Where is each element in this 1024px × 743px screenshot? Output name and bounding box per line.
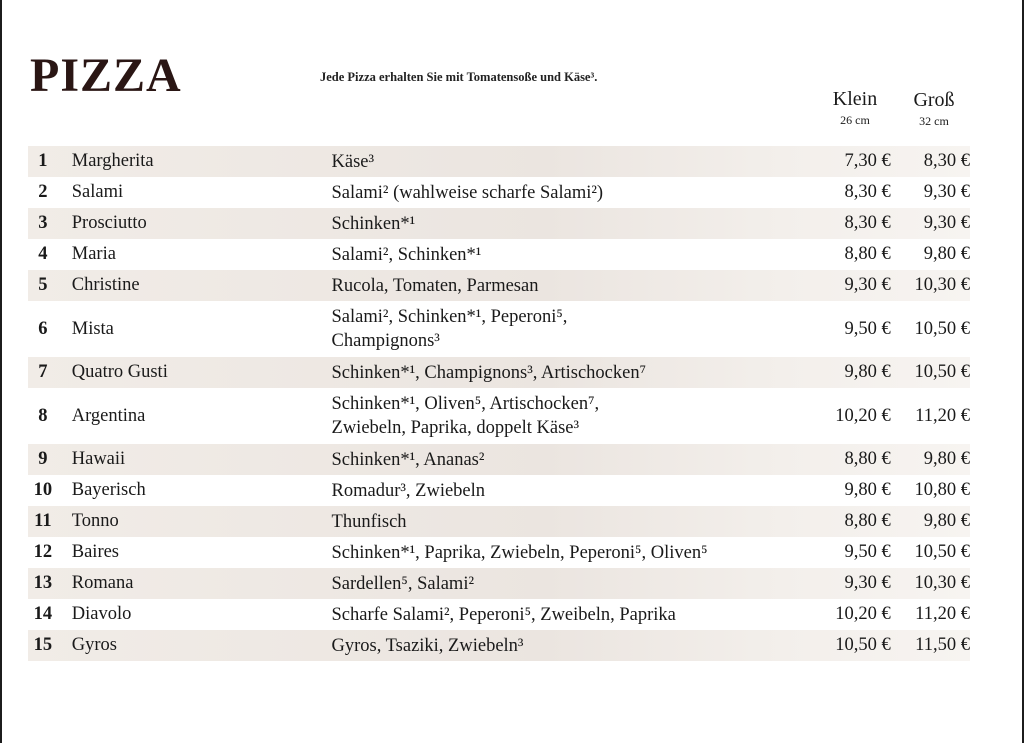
menu-item-description: Schinken*¹, Champignons³, Artischocken⁷ bbox=[331, 362, 647, 383]
column-header-large bbox=[904, 89, 964, 129]
menu-item-price-large: 8,30 € bbox=[923, 151, 970, 171]
menu-item-description: Salami², Schinken*¹, Peperoni⁵, Champignons³ bbox=[331, 307, 568, 351]
menu-item-description: Schinken*¹ bbox=[331, 213, 416, 234]
menu-item-number: 7 bbox=[38, 362, 48, 382]
menu-item-name: Argentina bbox=[71, 405, 146, 426]
menu-item-price-large: 9,80 € bbox=[923, 511, 970, 531]
menu-item-price-small: 10,20 € bbox=[835, 604, 891, 624]
menu-item-price-large: 11,20 € bbox=[915, 604, 970, 624]
menu-item-description: Schinken*¹, Ananas² bbox=[331, 449, 485, 470]
menu-item-name: Quatro Gusti bbox=[71, 362, 168, 382]
menu-row bbox=[28, 388, 970, 444]
menu-item-description: Romadur³, Zwiebeln bbox=[331, 480, 486, 501]
menu-item-number: 10 bbox=[33, 480, 53, 500]
menu-item-price-large: 9,30 € bbox=[923, 182, 970, 202]
page-title: PIZZA bbox=[30, 49, 182, 102]
menu-item-name: Salami bbox=[71, 182, 124, 202]
menu-item-description: Käse³ bbox=[331, 151, 375, 172]
menu-item-price-small: 9,50 € bbox=[844, 542, 891, 562]
column-header-small bbox=[826, 88, 884, 128]
menu-item-number: 2 bbox=[38, 182, 48, 202]
menu-item-price-large: 10,50 € bbox=[914, 362, 970, 382]
menu-item-name: Baires bbox=[71, 542, 120, 562]
menu-item-number: 5 bbox=[38, 275, 48, 295]
menu-item-description: Gyros, Tsaziki, Zwiebeln³ bbox=[331, 635, 524, 656]
menu-item-description: Schinken*¹, Paprika, Zwiebeln, Peperoni⁵, Oliven⁵ bbox=[331, 542, 708, 563]
menu-row bbox=[28, 568, 970, 599]
menu-item-price-small: 7,30 € bbox=[844, 151, 891, 171]
menu-row bbox=[28, 208, 970, 239]
menu-item-name: Prosciutto bbox=[71, 213, 147, 233]
menu-item-name: Bayerisch bbox=[71, 480, 146, 500]
menu-item-price-small: 10,20 € bbox=[835, 405, 891, 426]
column-small-label: Klein bbox=[832, 88, 878, 110]
menu-item-price-small: 9,80 € bbox=[844, 362, 891, 382]
menu-item-name: Tonno bbox=[71, 511, 119, 531]
menu-item-price-small: 9,50 € bbox=[844, 318, 891, 339]
menu-row bbox=[28, 177, 970, 208]
menu-row bbox=[28, 444, 970, 475]
menu-item-price-small: 9,30 € bbox=[844, 275, 891, 295]
menu-item-description: Sardellen⁵, Salami² bbox=[331, 573, 475, 594]
menu-item-name: Christine bbox=[71, 275, 140, 295]
menu-item-price-large: 10,30 € bbox=[914, 573, 970, 593]
menu-row bbox=[28, 537, 970, 568]
menu-item-description: Salami², Schinken*¹ bbox=[331, 244, 482, 265]
menu-item-number: 6 bbox=[38, 318, 48, 339]
menu-row bbox=[28, 270, 970, 301]
menu-item-description: Scharfe Salami², Peperoni⁵, Zweibeln, Paprika bbox=[331, 604, 676, 625]
menu-item-number: 9 bbox=[38, 449, 48, 469]
menu-item-name: Romana bbox=[71, 573, 134, 593]
menu-item-name: Hawaii bbox=[71, 449, 126, 469]
menu-item-price-small: 8,80 € bbox=[844, 244, 891, 264]
menu-item-price-large: 9,80 € bbox=[923, 244, 970, 264]
menu-item-price-large: 9,30 € bbox=[923, 213, 970, 233]
menu-item-name: Gyros bbox=[71, 635, 117, 655]
menu-row bbox=[28, 506, 970, 537]
menu-item-description: Rucola, Tomaten, Parmesan bbox=[331, 275, 539, 296]
menu-item-price-small: 9,80 € bbox=[844, 480, 891, 500]
menu-item-number: 14 bbox=[33, 604, 53, 624]
menu-item-name: Maria bbox=[71, 244, 116, 264]
menu-item-price-small: 8,80 € bbox=[844, 449, 891, 469]
menu-item-description: Salami² (wahlweise scharfe Salami²) bbox=[331, 182, 604, 203]
menu-row bbox=[28, 357, 970, 388]
menu-item-price-large: 10,50 € bbox=[914, 542, 970, 562]
menu-item-number: 12 bbox=[33, 542, 53, 562]
menu-item-number: 1 bbox=[38, 151, 48, 171]
menu-item-price-large: 11,50 € bbox=[915, 635, 970, 655]
menu-item-price-large: 11,20 € bbox=[915, 405, 970, 426]
menu-item-name: Mista bbox=[71, 318, 114, 339]
menu-item-description: Thunfisch bbox=[331, 511, 407, 532]
menu-row bbox=[28, 599, 970, 630]
menu-row bbox=[28, 239, 970, 270]
menu-item-name: Margherita bbox=[71, 151, 154, 171]
column-small-size: 26 cm bbox=[840, 113, 870, 127]
menu-row bbox=[28, 475, 970, 506]
menu-item-price-large: 9,80 € bbox=[923, 449, 970, 469]
menu-item-name: Diavolo bbox=[71, 604, 132, 624]
menu-subtitle: Jede Pizza erhalten Sie mit Tomatensoße und Käse³. bbox=[320, 70, 598, 84]
menu-item-price-small: 8,30 € bbox=[844, 182, 891, 202]
menu-item-price-large: 10,30 € bbox=[914, 275, 970, 295]
menu-item-price-large: 10,50 € bbox=[914, 318, 970, 339]
menu-item-number: 3 bbox=[38, 213, 48, 233]
menu-item-description: Schinken*¹, Oliven⁵, Artischocken⁷, Zwiebeln, Paprika, doppelt Käse³ bbox=[331, 394, 600, 438]
menu-item-number: 4 bbox=[38, 244, 48, 264]
menu-row bbox=[28, 301, 970, 357]
menu-item-price-large: 10,80 € bbox=[914, 480, 970, 500]
menu-row bbox=[28, 630, 970, 661]
menu-item-number: 11 bbox=[34, 511, 52, 531]
menu-item-number: 15 bbox=[33, 635, 53, 655]
column-large-size: 32 cm bbox=[919, 114, 949, 128]
pizza-menu-table bbox=[28, 146, 970, 661]
menu-item-price-small: 9,30 € bbox=[844, 573, 891, 593]
menu-row bbox=[28, 146, 970, 177]
menu-item-number: 13 bbox=[33, 573, 53, 593]
menu-item-number: 8 bbox=[38, 405, 48, 426]
menu-item-price-small: 8,80 € bbox=[844, 511, 891, 531]
column-large-label: Groß bbox=[913, 89, 955, 111]
menu-item-price-small: 10,50 € bbox=[835, 635, 891, 655]
menu-item-price-small: 8,30 € bbox=[844, 213, 891, 233]
